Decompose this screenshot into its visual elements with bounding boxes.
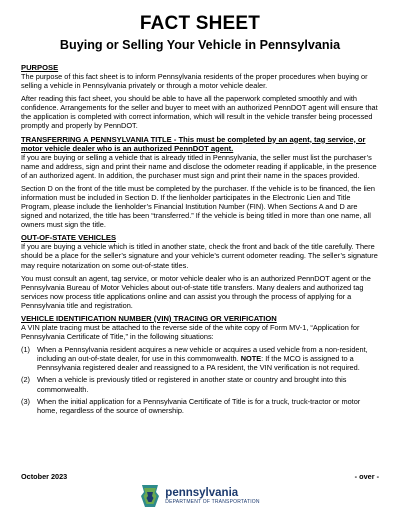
- purpose-section: [21, 63, 379, 131]
- vin-intro: A VIN plate tracing must be attached to the reverse side of the white copy of Form MV-1, “Application for Pennsylvania Certificate of Title,” in the following situations:: [21, 322, 360, 342]
- keystone-icon: [140, 484, 160, 508]
- list-item-text: [37, 345, 379, 372]
- page-footer: [21, 472, 379, 481]
- out-of-state-section: [21, 233, 379, 310]
- list-item: [21, 397, 379, 415]
- section-heading-transfer: TRANSFERRING A PENNSYLVANIA TITLE - This must be completed by an agent, tag service, or motor vehicle dealer who is an authorized PennDOT agent.: [21, 134, 366, 153]
- section-heading-purpose: PURPOSE: [21, 63, 59, 72]
- penndot-logo: [0, 484, 400, 508]
- page-subtitle: Buying or Selling Your Vehicle in Pennsylvania: [59, 38, 341, 52]
- logo-department: DEPARTMENT OF TRANSPORTATION: [165, 499, 260, 505]
- section-heading-vin: VEHICLE IDENTIFICATION NUMBER (VIN) TRACING OR VERIFICATION: [21, 313, 277, 323]
- note-label: NOTE: [240, 354, 262, 364]
- list-item: [21, 375, 379, 393]
- purpose-paragraph-2: After reading this fact sheet, you should be able to have all the paperwork completed smoothly and with confidence. Arrangements for the seller and buyer to meet with an authorized PennDOT agent will ensure that the application is completed with correct information, which will result in the vehicle transfer being processed promptly and properly by PennDOT.: [21, 94, 378, 131]
- logo-name: pennsylvania: [165, 487, 239, 499]
- purpose-paragraph-1: The purpose of this fact sheet is to inform Pennsylvania residents of the proper procedures when buying or selling a vehicle in Pennsylvania privately or through a motor vehicle dealer.: [21, 72, 368, 91]
- page-title: FACT SHEET: [139, 13, 261, 34]
- out-of-state-paragraph-2: You must consult an agent, tag service, or motor vehicle dealer who is an authorized PennDOT agent or the Pennsylvania Bureau of Motor Vehicles about out-of-state title transfers. Many dealers and authorized tag services now process title applications online and can assist you through the process of applying for a Pennsylvania title and registration.: [21, 273, 371, 310]
- list-item-number: (1): [21, 345, 30, 355]
- list-item-number: (2): [21, 375, 30, 385]
- vin-section: [21, 314, 379, 415]
- list-item-text: When a vehicle is previously titled or registered in another state or country and brought into this commonwealth.: [37, 375, 347, 394]
- list-item: [21, 345, 379, 372]
- out-of-state-paragraph-1: If you are buying a vehicle which is titled in another state, check the front and back of the title carefully. There should be a place for the seller’s signature and your vehicle’s current odometer reading. The seller’s signature may require notarization on some out-of-state titles.: [21, 242, 378, 270]
- footer-over: - over -: [354, 472, 379, 481]
- list-item-text-part: When a Pennsylvania resident acquires a new vehicle or acquires a used vehicle from a non-resident, including an out-of-state dealer, for use in this commonwealth.: [37, 345, 368, 364]
- vin-situations-list: [21, 345, 379, 415]
- section-heading-out-of-state: OUT-OF-STATE VEHICLES: [21, 233, 117, 243]
- transfer-paragraph-1: If you are buying or selling a vehicle that is already titled in Pennsylvania, the seller must list the purchaser’s name and address, sign and print their name and disclose the odometer reading if applicable, in the presence of an authorized agent. In addition, the purchaser must sign and print their name in the spaces provided.: [21, 152, 377, 180]
- transfer-paragraph-2: Section D on the front of the title must be completed by the purchaser. If the vehicle is to be financed, the lien information must be included in Section D. If the lienholder participates in the Electronic Lien and Title Program, please include the lienholder’s Financial Institution Number (FIN). When Sections A and D are signed and notarized, the title has been “transferred.” If the vehicle is being titled in more than one name, all owners must sign the title.: [21, 183, 375, 230]
- list-item-number: (3): [21, 396, 30, 406]
- logo-text: [165, 487, 259, 505]
- list-item-text: When the initial application for a Pennsylvania Certificate of Title is for a truck, truck-tractor or motor home, regardless of the source of ownership.: [37, 396, 361, 415]
- list-item-text-part: : If the MCO is assigned to a Pennsylvania registered dealer and reassigned to a PA resident, the VIN verification is not required.: [37, 354, 360, 373]
- transfer-section: [21, 135, 379, 230]
- footer-date: October 2023: [21, 472, 68, 481]
